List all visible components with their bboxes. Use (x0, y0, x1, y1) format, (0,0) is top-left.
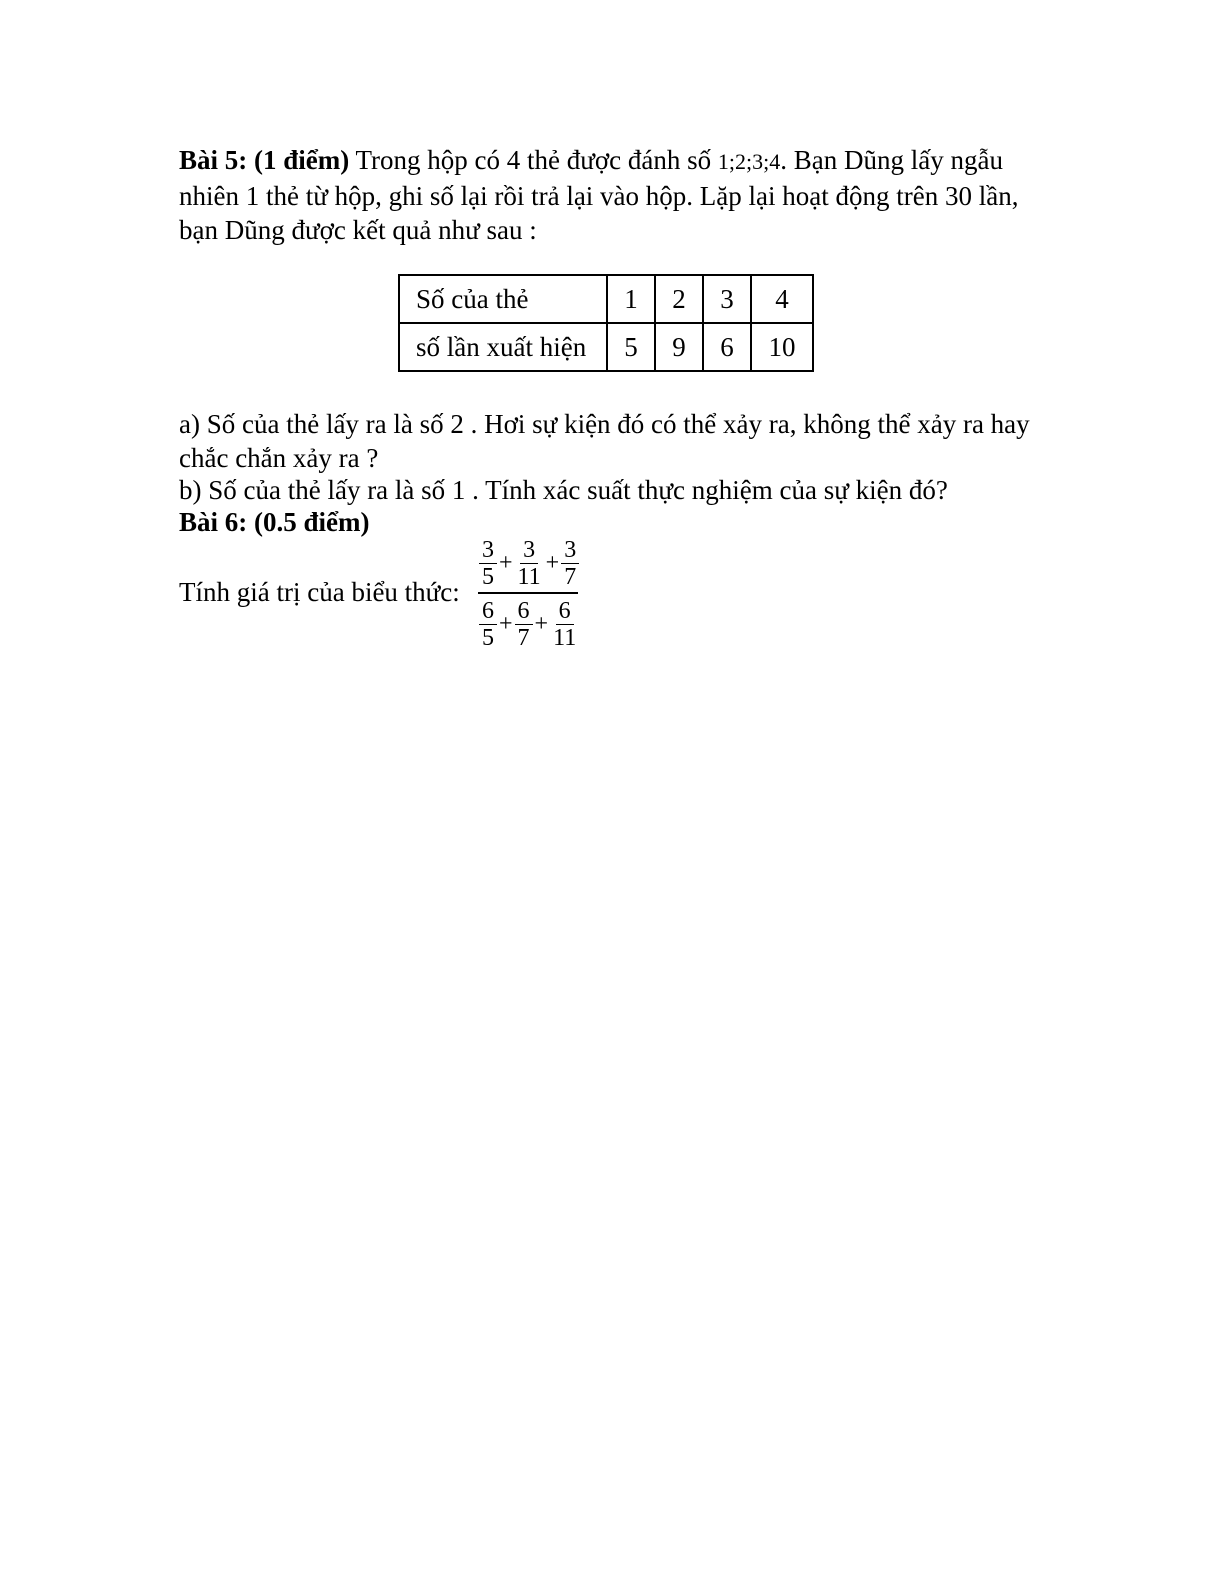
problem-5-points: (1 điểm) (254, 145, 350, 175)
plus-sign: + (534, 611, 549, 637)
frequency-table (398, 274, 814, 372)
expression-label: Tính giá trị của biểu thức: (179, 577, 460, 607)
table-row (399, 323, 813, 371)
fraction (550, 598, 579, 651)
problem-5-text (179, 143, 1039, 247)
table-cell: 4 (751, 275, 813, 323)
main-fraction-bar (478, 592, 578, 594)
table-cell: 9 (655, 323, 703, 371)
table-cell: 1 (607, 275, 655, 323)
fraction-numerator: 6 (479, 598, 497, 625)
fraction-numerator: 3 (561, 537, 579, 564)
fraction-denominator: 11 (553, 625, 577, 651)
expression-fraction (478, 537, 580, 651)
fraction-denominator: 11 (517, 564, 541, 590)
question-a: a) Số của thẻ lấy ra là số 2 . Hơi sự kiện đó có thể xảy ra, không thể xảy ra hay chắc chắn xảy ra ? (179, 409, 1030, 473)
table-cell: 6 (703, 323, 751, 371)
problem-5-intro-2: . Bạn Dũng lấy ngẫu nhiên 1 thẻ từ hộp, ghi số lại rồi trả lại vào hộp. Lặp lại hoạt động trên 30 lần, bạn Dũng được kết quả như sau : (179, 145, 1019, 245)
problem-6-title (179, 505, 1039, 539)
expression-numerator (478, 537, 580, 590)
table-header-occurrences: số lần xuất hiện (399, 323, 607, 371)
question-b: b) Số của thẻ lấy ra là số 1 . Tính xác suất thực nghiệm của sự kiện đó? (179, 475, 948, 505)
fraction-numerator: 3 (479, 537, 497, 564)
table-cell: 5 (607, 323, 655, 371)
table-cell: 3 (703, 275, 751, 323)
fraction-numerator: 6 (556, 598, 574, 625)
table-cell: 10 (751, 323, 813, 371)
problem-6-heading: Bài 6: (0.5 điểm) (179, 507, 370, 537)
fraction (479, 537, 497, 590)
plus-sign: + (499, 550, 513, 576)
problem-5-title: Bài 5: (179, 145, 248, 175)
fraction (561, 537, 579, 590)
plus-sign: + (499, 611, 513, 637)
problem-5-intro-1: Trong hộp có 4 thẻ được đánh số (355, 145, 712, 175)
fraction-denominator: 5 (482, 625, 494, 651)
fraction-numerator: 3 (520, 537, 538, 564)
table-header-card-number: Số của thẻ (399, 275, 607, 323)
expression-denominator (478, 598, 580, 651)
fraction-denominator: 7 (517, 625, 530, 651)
fraction (515, 598, 533, 651)
fraction-numerator: 6 (515, 598, 533, 625)
fraction (515, 537, 544, 590)
fraction-denominator: 7 (564, 564, 577, 590)
table-cell: 2 (655, 275, 703, 323)
table-row (399, 275, 813, 323)
fraction-denominator: 5 (482, 564, 494, 590)
card-numbers: 1;2;3;4 (717, 149, 781, 174)
fraction (479, 598, 497, 651)
plus-sign: + (545, 550, 560, 576)
